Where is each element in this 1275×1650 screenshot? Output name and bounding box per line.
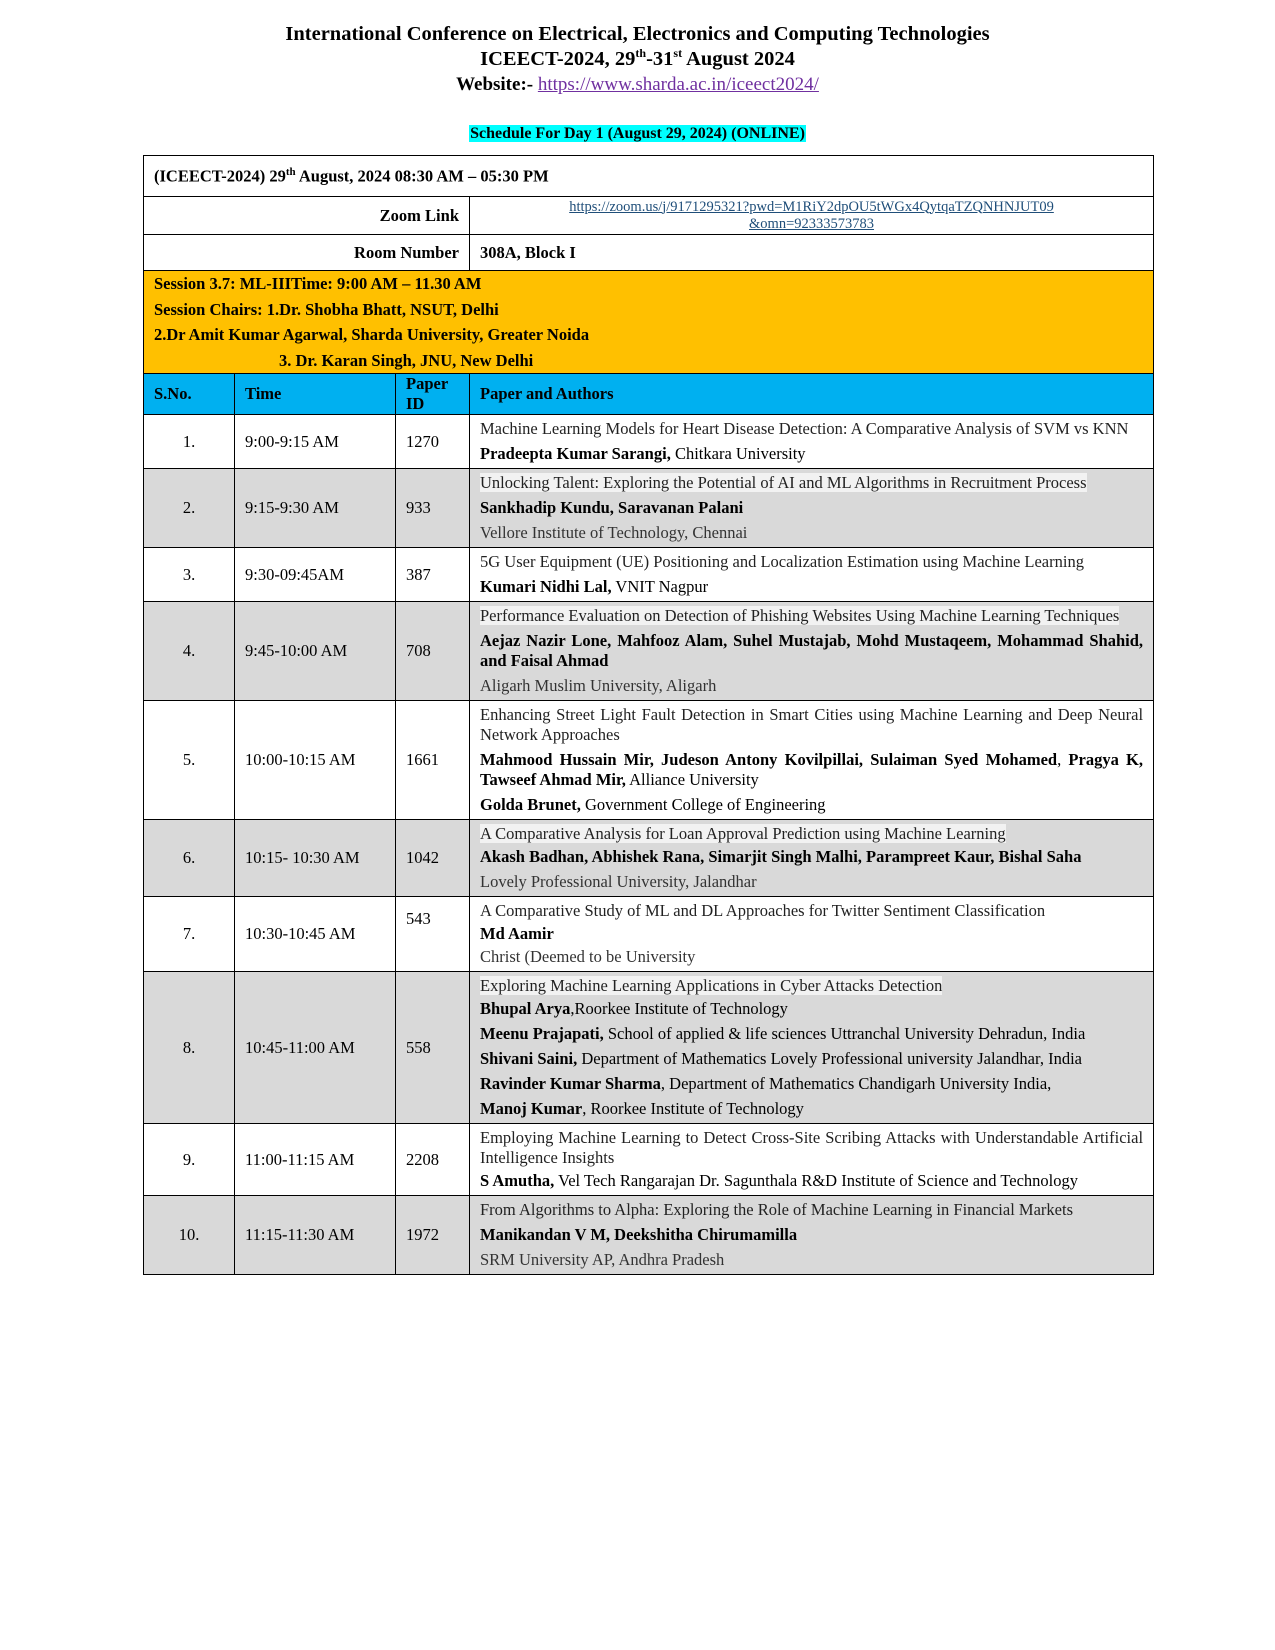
room-number-label: Room Number [144,235,470,271]
row-sno: 4. [144,602,235,701]
paper-title: Performance Evaluation on Detection of Phishing Websites Using Machine Learning Techniques [480,606,1120,625]
table-row [144,820,1154,897]
paper-author: Shivani Saini, Department of Mathematics Lovely Professional university Jalandhar, India [480,1049,1082,1068]
row-time: 9:45-10:00 AM [235,602,396,701]
col-header-paper-authors: Paper and Authors [470,374,1154,415]
row-paper-id: 1661 [396,701,470,820]
paper-affiliation: Aligarh Muslim University, Aligarh [480,676,717,695]
paper-affiliation: Lovely Professional University, Jalandhar [480,872,757,891]
session-chair-1: Session Chairs: 1.Dr. Shobha Bhatt, NSUT, Delhi [154,299,499,319]
zoom-url-line2[interactable]: &omn=92333573783 [749,215,875,232]
table-row [144,548,1154,602]
paper-authors: Kumari Nidhi Lal, VNIT Nagpur [480,577,709,596]
row-sno: 10. [144,1196,235,1275]
paper-title: From Algorithms to Alpha: Exploring the Role of Machine Learning in Financial Markets [480,1200,1073,1219]
row-paper-authors [470,602,1154,701]
row-sno: 3. [144,548,235,602]
col-header-time: Time [235,374,396,415]
paper-title: Employing Machine Learning to Detect Cross-Site Scribing Attacks with Understandable Artificial Intelligence Insights [480,1128,1144,1167]
session-chair-2: 2.Dr Amit Kumar Agarwal, Sharda University, Greater Noida [154,325,590,344]
row-paper-id: 1972 [396,1196,470,1275]
document-header [0,22,1275,97]
row-paper-id: 543 [396,897,470,972]
row-sno: 5. [144,701,235,820]
session-title: Session 3.7: ML-IIITime: 9:00 AM – 11.30 AM [154,274,482,293]
paper-title: 5G User Equipment (UE) Positioning and Localization Estimation using Machine Learning [480,552,1084,571]
paper-authors-2: Golda Brunet, Government College of Engineering [480,795,826,814]
row-paper-authors [470,469,1154,548]
paper-title: A Comparative Analysis for Loan Approval Prediction using Machine Learning [480,824,1006,843]
website-line: Website:- https://www.sharda.ac.in/iceect2024/ [456,74,819,95]
row-sno: 2. [144,469,235,548]
row-sno: 6. [144,820,235,897]
row-paper-id: 1042 [396,820,470,897]
session-info [144,271,1154,374]
col-header-paper-id: Paper ID [396,374,470,415]
conference-name: International Conference on Electrical, Electronics and Computing Technologies [285,23,990,45]
row-paper-authors [470,415,1154,469]
row-paper-authors [470,897,1154,972]
row-paper-authors [470,701,1154,820]
paper-author: Bhupal Arya,Roorkee Institute of Technology [480,999,788,1018]
room-number-value: 308A, Block I [470,235,1154,271]
paper-affiliation: Christ (Deemed to be University [480,947,696,966]
row-sno: 1. [144,415,235,469]
paper-title: Exploring Machine Learning Applications in Cyber Attacks Detection [480,976,943,995]
row-time: 10:30-10:45 AM [235,897,396,972]
row-time: 9:30-09:45AM [235,548,396,602]
session-chair-3: 3. Dr. Karan Singh, JNU, New Delhi [279,350,534,370]
row-sno: 7. [144,897,235,972]
table-row [144,701,1154,820]
paper-authors: Mahmood Hussain Mir, Judeson Antony Kovilpillai, Sulaiman Syed Mohamed, Pragya K, Tawseef Ahmad Mir, Alliance University [480,750,1144,789]
row-time: 10:45-11:00 AM [235,972,396,1124]
table-row [144,1124,1154,1196]
row-time: 11:00-11:15 AM [235,1124,396,1196]
event-date-time: (ICEECT-2024) 29th August, 2024 08:30 AM – 05:30 PM [144,156,1154,197]
row-paper-authors [470,548,1154,602]
paper-title: Unlocking Talent: Exploring the Potential of AI and ML Algorithms in Recruitment Process [480,473,1087,492]
row-sno: 9. [144,1124,235,1196]
row-paper-authors [470,1196,1154,1275]
paper-author: Manoj Kumar, Roorkee Institute of Technology [480,1099,804,1118]
paper-authors: S Amutha, Vel Tech Rangarajan Dr. Sagunthala R&D Institute of Science and Technology [480,1171,1079,1190]
row-paper-id: 708 [396,602,470,701]
paper-title: Machine Learning Models for Heart Disease Detection: A Comparative Analysis of SVM vs KNN [480,419,1129,438]
row-time: 10:00-10:15 AM [235,701,396,820]
row-time: 9:15-9:30 AM [235,469,396,548]
row-time: 11:15-11:30 AM [235,1196,396,1275]
paper-author: Meenu Prajapati, School of applied & life sciences Uttranchal University Dehradun, India [480,1024,1086,1043]
paper-authors: Manikandan V M, Deekshitha Chirumamilla [480,1225,798,1244]
paper-title: Enhancing Street Light Fault Detection in Smart Cities using Machine Learning and Deep Neural Network Approaches [480,705,1144,744]
paper-authors: Aejaz Nazir Lone, Mahfooz Alam, Suhel Mustajab, Mohd Mustaqeem, Mohammad Shahid, and Faisal Ahmad [480,631,1144,670]
row-paper-id: 387 [396,548,470,602]
col-header-sno: S.No. [144,374,235,415]
row-time: 10:15- 10:30 AM [235,820,396,897]
paper-authors: Akash Badhan, Abhishek Rana, Simarjit Singh Malhi, Parampreet Kaur, Bishal Saha [480,847,1082,866]
table-row [144,972,1154,1124]
table-header-row [144,374,1154,415]
zoom-link[interactable] [470,197,1154,235]
paper-affiliation: SRM University AP, Andhra Pradesh [480,1250,725,1269]
row-paper-id: 558 [396,972,470,1124]
table-row [144,415,1154,469]
row-sno: 8. [144,972,235,1124]
website-link[interactable]: https://www.sharda.ac.in/iceect2024/ [537,74,819,95]
row-paper-authors [470,972,1154,1124]
conference-dates: ICEECT-2024, 29th-31st August 2024 [480,46,795,70]
table-row [144,1196,1154,1275]
row-paper-id: 2208 [396,1124,470,1196]
paper-authors: Md Aamir [480,924,554,943]
paper-authors: Sankhadip Kundu, Saravanan Palani [480,498,744,517]
zoom-link-label: Zoom Link [144,197,470,235]
row-paper-id: 1270 [396,415,470,469]
paper-author: Ravinder Kumar Sharma, Department of Mathematics Chandigarh University India, [480,1074,1052,1093]
row-time: 9:00-9:15 AM [235,415,396,469]
table-row [144,602,1154,701]
paper-title: A Comparative Study of ML and DL Approaches for Twitter Sentiment Classification [480,901,1046,920]
zoom-url-line1[interactable]: https://zoom.us/j/9171295321?pwd=M1RiY2dpOU5tWGx4QytqaTZQNHNJUT09 [569,198,1054,215]
schedule-table [143,155,1154,1275]
paper-authors: Pradeepta Kumar Sarangi, Chitkara University [480,444,806,463]
table-row [144,469,1154,548]
paper-affiliation: Vellore Institute of Technology, Chennai [480,523,748,542]
row-paper-authors [470,1124,1154,1196]
day-title: Schedule For Day 1 (August 29, 2024) (ONLINE) [470,125,805,142]
row-paper-authors [470,820,1154,897]
row-paper-id: 933 [396,469,470,548]
table-row [144,897,1154,972]
